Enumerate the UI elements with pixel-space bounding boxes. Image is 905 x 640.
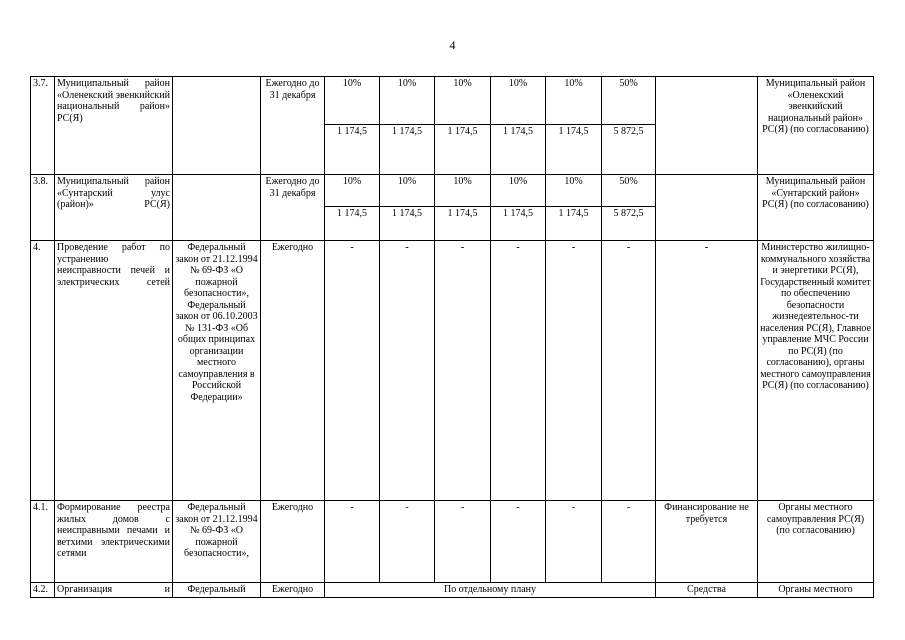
row-term: Ежегодно: [261, 241, 325, 501]
value-percent: 50%: [602, 175, 655, 207]
table-row: [31, 501, 874, 583]
row-term: Ежегодно: [261, 583, 325, 598]
value-amount: 1 174,5: [447, 208, 478, 219]
value-cell: [491, 77, 546, 175]
value-cell: [435, 77, 491, 175]
value-percent: 10%: [491, 77, 545, 125]
value-cell: [546, 175, 602, 241]
value-cell: -: [435, 501, 491, 583]
value-percent: 10%: [380, 175, 434, 207]
value-cell: [380, 77, 435, 175]
row-basis: Федеральный закон от 21.12.1994 № 69-ФЗ «О пожарной безопасности», Федеральный закон от 06.10.2003 № 131-ФЗ «Об общих принципах организации местного самоуправления в Российской Федерации»: [173, 241, 261, 501]
row-number: 4.: [31, 241, 55, 501]
merged-value-cell: По отдельному плану: [325, 583, 656, 598]
value-amount: 1 174,5: [392, 208, 422, 219]
row-name: Муниципальный район «Сунтарский улус (район)» РС(Я): [55, 175, 173, 241]
value-amount: 1 174,5: [337, 126, 367, 137]
value-cell: -: [546, 501, 602, 583]
row-name: Организация и: [55, 583, 173, 598]
value-cell: -: [380, 501, 435, 583]
value-cell: -: [325, 241, 380, 501]
row-term: Ежегодно: [261, 501, 325, 583]
page-number: 4: [449, 38, 456, 52]
value-cell: [491, 175, 546, 241]
value-amount: 5 872,5: [613, 208, 644, 219]
value-cell: [325, 175, 380, 241]
row-basis: Федеральный: [173, 583, 261, 598]
row-responsible: Органы местного: [758, 583, 874, 598]
row-number: 4.1.: [31, 501, 55, 583]
row-responsible: Органы местного самоуправления РС(Я) (по согласованию): [758, 501, 874, 583]
value-cell: [602, 175, 656, 241]
value-percent: 10%: [546, 175, 601, 207]
value-cell: -: [325, 501, 380, 583]
value-amount: 1 174,5: [392, 126, 422, 137]
row-basis: [173, 77, 261, 175]
row-financing: [656, 175, 758, 241]
value-amount: 1 174,5: [558, 208, 589, 219]
value-amount: 1 174,5: [447, 126, 478, 137]
row-basis: Федеральный закон от 21.12.1994 № 69-ФЗ «О пожарной безопасности»,: [173, 501, 261, 583]
value-cell: -: [491, 501, 546, 583]
value-percent: 10%: [325, 175, 379, 207]
row-term: Ежегодно до 31 декабря: [261, 77, 325, 175]
row-financing: [656, 77, 758, 175]
value-percent: 10%: [435, 77, 490, 125]
value-amount: 1 174,5: [337, 208, 367, 219]
value-cell: -: [602, 241, 656, 501]
value-cell: -: [546, 241, 602, 501]
value-percent: 50%: [602, 77, 655, 125]
row-number: 3.7.: [31, 77, 55, 175]
row-name: Муниципальный район «Оленекский эвенкийский национальный район» РС(Я): [55, 77, 173, 175]
value-cell: [602, 77, 656, 175]
value-cell: -: [435, 241, 491, 501]
row-number: 3.8.: [31, 175, 55, 241]
row-financing: Средства: [656, 583, 758, 598]
value-cell: -: [380, 241, 435, 501]
value-amount: 5 872,5: [613, 126, 644, 137]
row-term: Ежегодно до 31 декабря: [261, 175, 325, 241]
value-amount: 1 174,5: [503, 126, 533, 137]
row-financing: Финансирование не требуется: [656, 501, 758, 583]
value-percent: 10%: [380, 77, 434, 125]
row-number: 4.2.: [31, 583, 55, 598]
value-amount: 1 174,5: [503, 208, 533, 219]
value-cell: -: [602, 501, 656, 583]
value-cell: [435, 175, 491, 241]
table-row: [31, 175, 874, 241]
table-row: [31, 583, 874, 598]
value-percent: 10%: [325, 77, 379, 125]
row-basis: [173, 175, 261, 241]
program-table: [30, 76, 874, 598]
value-cell: -: [491, 241, 546, 501]
row-name: Проведение работ по устранению неисправности печей и электрических сетей: [55, 241, 173, 501]
row-responsible: Министерство жилищно-коммунального хозяйства и энергетики РС(Я), Государственный комитет по обеспечению безопасности жизнедеятельнос-ти населения РС(Я), Главное управление МЧС России по РС(Я) (по согласованию), органы местного самоуправления РС(Я) (по согласованию): [758, 241, 874, 501]
row-responsible: Муниципальный район «Оленекский эвенкийский национальный район» РС(Я) (по согласованию): [758, 77, 874, 175]
value-amount: 1 174,5: [558, 126, 589, 137]
row-name: Формирование реестра жилых домов с неисправными печами и ветхими электрическими сетями: [55, 501, 173, 583]
value-cell: [380, 175, 435, 241]
table-row: [31, 77, 874, 175]
row-financing: -: [656, 241, 758, 501]
value-percent: 10%: [546, 77, 601, 125]
value-percent: 10%: [435, 175, 490, 207]
value-percent: 10%: [491, 175, 545, 207]
row-responsible: Муниципальный район «Сунтарский район» РС(Я) (по согласованию): [758, 175, 874, 241]
value-cell: [546, 77, 602, 175]
value-cell: [325, 77, 380, 175]
table-row: [31, 241, 874, 501]
